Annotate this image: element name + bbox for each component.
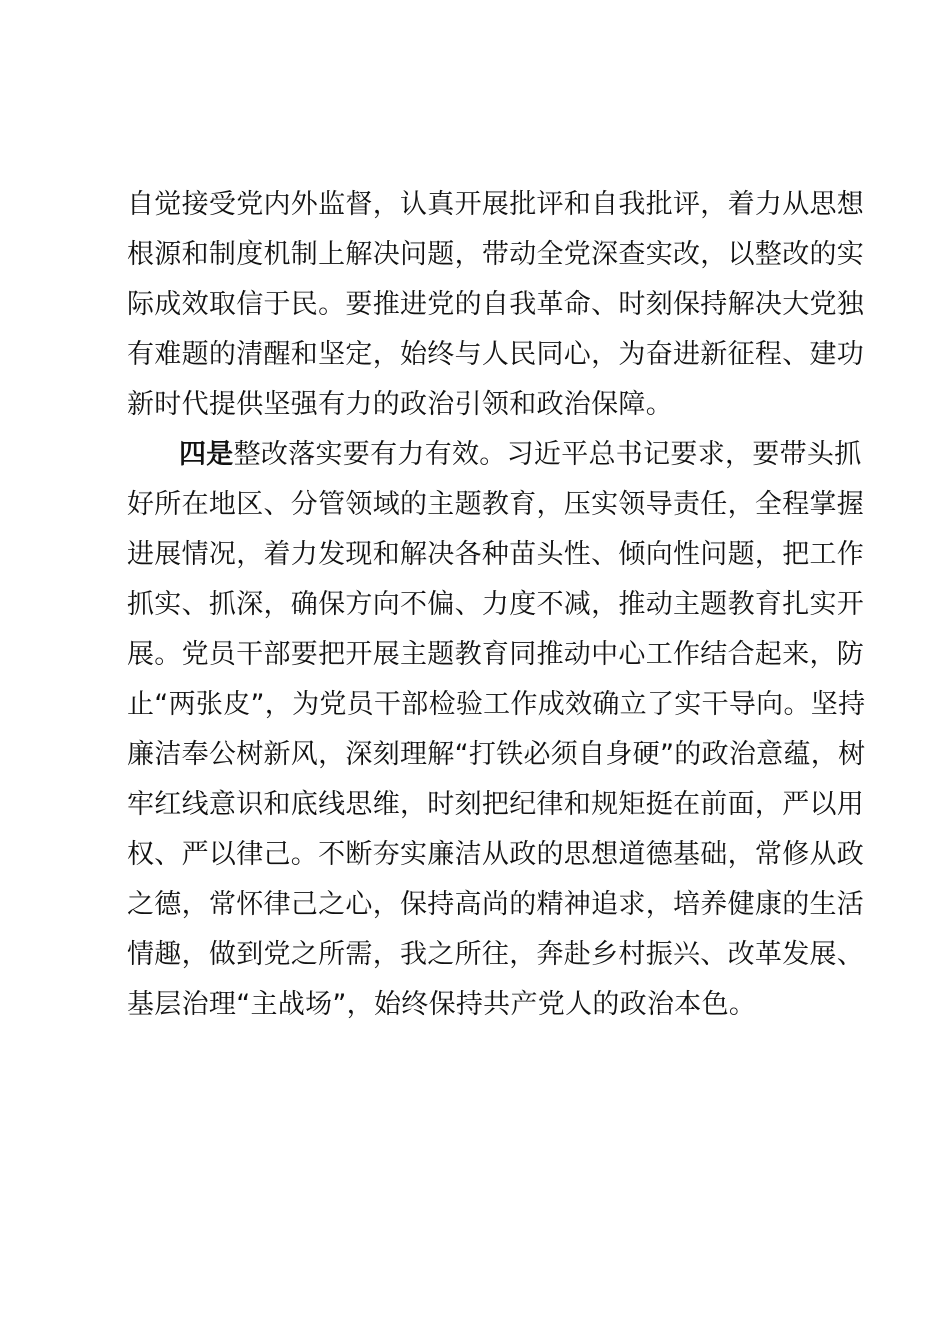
paragraph-1	[127, 180, 865, 430]
paragraph-first-line	[127, 430, 862, 480]
paragraph-line: 进展情况，着力发现和解决各种苗头性、倾向性问题，把工作	[127, 539, 865, 570]
paragraph-lead-bold: 四是	[179, 439, 234, 470]
paragraph-line: 自觉接受党内外监督，认真开展批评和自我批评，着力从思想	[127, 189, 865, 220]
paragraph-line: 止“两张皮”，为党员干部检验工作成效确立了实干导向。坚持	[127, 689, 866, 720]
paragraph-line: 抓实、抓深，确保方向不偏、力度不减，推动主题教育扎实开	[127, 589, 865, 620]
paragraph-lead-text: 整改落实要有力有效。习近平总书记要求，要带头抓	[233, 439, 862, 470]
paragraph-line: 新时代提供坚强有力的政治引领和政治保障。	[127, 389, 673, 420]
paragraph-line: 之德，常怀律己之心，保持高尚的精神追求，培养健康的生活	[127, 889, 865, 920]
paragraph-line: 有难题的清醒和坚定，始终与人民同心，为奋进新征程、建功	[127, 339, 865, 370]
paragraph-line: 展。党员干部要把开展主题教育同推动中心工作结合起来，防	[127, 639, 865, 670]
paragraph-line: 廉洁奉公树新风，深刻理解“打铁必须自身硬”的政治意蕴，树	[127, 739, 866, 770]
paragraph-2	[127, 430, 866, 1030]
paragraph-line: 权、严以律己。不断夯实廉洁从政的思想道德基础，常修从政	[127, 839, 865, 870]
paragraph-line: 际成效取信于民。要推进党的自我革命、时刻保持解决大党独	[127, 289, 865, 320]
paragraph-line: 好所在地区、分管领域的主题教育，压实领导责任，全程掌握	[127, 489, 865, 520]
paragraph-line: 根源和制度机制上解决问题，带动全党深查实改，以整改的实	[127, 239, 865, 270]
paragraph-line: 牢红线意识和底线思维，时刻把纪律和规矩挺在前面，严以用	[127, 789, 865, 820]
paragraph-line: 情趣，做到党之所需，我之所往，奔赴乡村振兴、改革发展、	[127, 939, 865, 970]
document-body	[127, 180, 866, 1030]
paragraph-line: 基层治理“主战场”，始终保持共产党人的政治本色。	[127, 989, 757, 1020]
